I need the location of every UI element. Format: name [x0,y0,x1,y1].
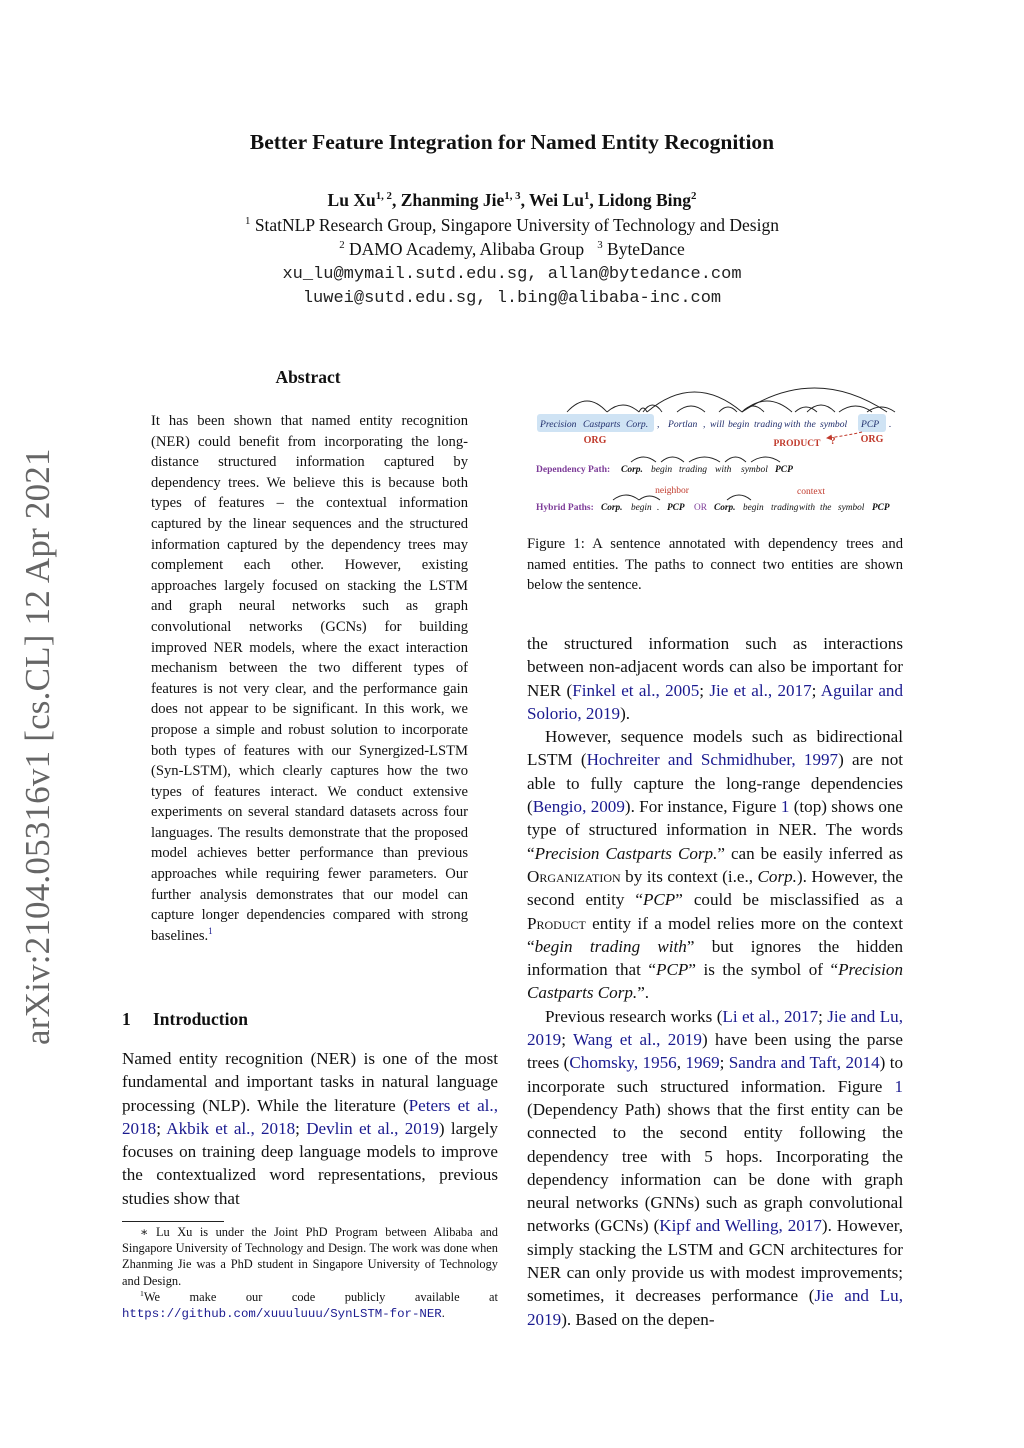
author-list: Lu Xu$^{1, 2}$, Zhanming Jie$^{1, 3}$, Wei Lu$^1$, Lidong Bing$^2$ [327,190,697,210]
citation-link[interactable]: Finkel et al., 2005 [572,680,700,700]
arxiv-identifier: arXiv:2104.05316v1 [cs.CL] 12 Apr 2021 [18,448,57,1045]
dependency-path-word: Corp. [621,465,643,475]
citation-link[interactable]: 1969 [685,1053,720,1073]
sentence-word: the [804,419,816,430]
sentence-word: Portlan [668,419,698,430]
paragraph: the structured information such as interactions between non-adjacent words can also be important for NER (Finkel et al., 2005; Jie et al., 2017; Aguilar and Solorio, 2019). [527,634,904,723]
dependency-path-arc [725,457,746,462]
email-line-2: luwei@sutd.edu.sg, l.bing@alibaba-inc.com [302,289,722,308]
author-name: Wei Lu [529,190,584,210]
sentence-word: . [889,419,892,430]
sentence-word: begin [728,419,750,430]
sentence-word: will [710,419,725,430]
hybrid-path-words [601,495,890,513]
dependency-path-arc [631,457,656,462]
citation-link[interactable]: Akbik et al., 2018 [166,1118,296,1138]
sentence-word: PCP [861,419,880,430]
right-column-text [527,632,903,1331]
dependency-arc [647,392,742,412]
hybrid-paths-label: Hybrid Paths: [536,503,594,513]
dependency-path-word: trading [679,465,707,475]
citation-link[interactable]: Hochreiter and Schmidhuber, 1997 [586,750,839,770]
author-name: Lu Xu [327,190,376,210]
sentence-word: Corp. [626,419,649,430]
hybrid-path-arc [613,495,639,500]
sentence-word: Precision [540,419,577,430]
sentence-word: Castparts [583,419,621,430]
paragraph: However, sequence models such as bidirectional LSTM (Hochreiter and Schmidhuber, 1997) are not able to fully capture the long-range dependencies (Bengio, 2009). For instance, Figure 1 (top) shows one type of structured information in NER. The words “Precision Castparts Corp.” can be easily inferred as Organization by its context (i.e., Corp.). However, the second entity “PCP” could be misclassified as a Product entity if a model relies more on the context “begin trading with” but ignores the hidden information that “PCP” is the symbol of “Precision Castparts Corp.”. [527,727,904,1003]
misclassification-arrow [827,432,862,438]
hybrid-path-word: Corp. [601,503,623,513]
dependency-path-arc [661,457,684,462]
entity-label-product: PRODUCT [773,439,821,449]
hybrid-path-word: PCP [667,503,685,513]
citation-link[interactable]: Jie and Lu, 2019 [527,1006,903,1050]
citation-link[interactable]: Wang et al., 2019 [573,1030,702,1050]
section-heading-introduction: 1 Introduction [122,1009,248,1029]
dependency-path-word: symbol [741,465,768,475]
dependency-path-arc [751,457,780,462]
hybrid-path-arc [639,496,660,500]
figure-ref-link[interactable]: 1 [894,1076,903,1096]
code-url-link[interactable]: https://github.com/xuuuluuu/SynLSTM-for-NER [122,1307,442,1322]
hybrid-path-word: . [657,503,660,513]
citation-link[interactable]: Devlin et al., 2019 [306,1118,439,1138]
figure-caption: Figure 1: A sentence annotated with dependency trees and named entities. The paths to connect two entities are shown below the sentence. [527,536,903,593]
hybrid-path-arc [727,495,751,500]
dependency-arc [677,406,705,412]
abstract-heading: Abstract [275,367,341,387]
footnote-1: $^1$We make our code publicly available at https://github.com/xuuuluuu/SynLSTM-for-NER. [122,1288,498,1322]
context-label: context [797,487,825,497]
hybrid-path-word: with [799,503,816,513]
dependency-arc [807,405,835,412]
dependency-arc [607,405,639,412]
entity-label-question: ? [830,436,836,447]
author-name: Lidong Bing [598,190,692,210]
dependency-path-word: begin [651,465,673,475]
hybrid-path-word: the [820,503,832,513]
figure-1 [527,372,903,517]
abstract-body: It has been shown that named entity recognition (NER) could benefit from incorporating the long-distance structured information captured by dependency trees. We believe this is because both types of features – the contextual information captured by the linear sequences and the structured information captured by the dependency trees may complement each other. However, existing approaches largely focused on stacking the LSTM and graph neural networks such as graph convolutional networks (GCNs) for building improved NER models, where the exact interaction mechanism between the two different types of features is not very clear, and the performance gain does not appear to be significant. In this work, we propose a simple and robust solution to incorporate both types of features with our Synergized-LSTM (Syn-LSTM), which clearly captures how the two types of features interact. We conduct extensive experiments on several standard datasets across four languages. The results demonstrate that the proposed model achieves better performance than previous approaches while requiring fewer parameters. Our further analysis demonstrates that our model can capture longer dependencies compared with strong baselines.$^1$ [151,413,468,944]
dependency-arc [567,401,607,412]
dependency-path-words [621,457,793,475]
dependency-arc [795,407,817,412]
hybrid-path-word: PCP [872,503,890,513]
dependency-path-word: with [715,465,732,475]
dependency-arc [643,405,662,412]
footnotes [122,1224,498,1322]
figure-ref-link[interactable]: 1 [780,797,790,817]
hybrid-path-word: symbol [838,503,865,513]
sentence-word: with [784,419,801,430]
hybrid-path-word: begin [631,503,652,513]
hybrid-path-word: trading [771,503,799,513]
sentence-word: , [703,419,706,430]
citation-link[interactable]: Peters et al., 2018 [122,1095,498,1138]
citation-link[interactable]: Li et al., 2017 [722,1006,819,1026]
hybrid-or: OR [694,503,707,513]
citation-link[interactable]: Chomsky, 1956 [569,1053,677,1073]
dependency-path-label: Dependency Path: [536,465,611,475]
citation-link[interactable]: Aguilar and Solorio, 2019 [527,680,904,723]
dependency-arcs [567,388,895,412]
dependency-arc [839,406,872,412]
sentence-word: symbol [820,419,848,430]
dependency-arc [742,401,792,412]
paragraph: Previous research works (Li et al., 2017; Jie and Lu, 2019; Wang et al., 2019) have been using the parse trees (Chomsky, 1956, 1969; Sandra and Taft, 2014) to incorporate such structured information. Figure 1 (Dependency Path) shows that the first entity can be connected to the second entity following the dependency tree with 5 hops. Incorporating the dependency information can be done with graph neural networks (GNNs) such as graph convolutional networks (GCNs) (Kipf and Welling, 2017). However, simply stacking the LSTM and GCN architectures for NER can only provide us with modest improvements; sometimes, it decreases performance (Jie and Lu, 2019). Based on the depen- [527,1006,904,1329]
citation-link[interactable]: Jie and Lu, 2019 [527,1286,903,1329]
sentence-word: , [657,419,660,430]
email-line-1: xu_lu@mymail.sutd.edu.sg, allan@bytedance.com [282,265,742,284]
footnote-star: ∗ Lu Xu is under the Joint PhD Program between Alibaba and Singapore University of Technology and Design. The work was done when Zhanming Jie was a PhD student in Singapore University of Technology and Design. [122,1225,498,1288]
citation-link[interactable]: Jie et al., 2017 [709,680,812,700]
hybrid-path-word: Corp. [714,503,736,513]
citation-link[interactable]: Kipf and Welling, 2017 [659,1216,822,1236]
hybrid-path-word: begin [743,503,764,513]
affiliation-1: $^1$ StatNLP Research Group, Singapore University of Technology and Design [245,215,779,235]
citation-link[interactable]: Sandra and Taft, 2014 [728,1053,880,1073]
dependency-arc [719,407,737,412]
dependency-path-word: PCP [775,465,793,475]
sentence-word: trading [754,419,783,430]
neighbor-label: neighbor [655,486,689,496]
intro-paragraph: Named entity recognition (NER) is one of the most fundamental and important tasks in natural language processing (NLP). While the literature (Peters et al., 2018; Akbik et al., 2018; Devlin et al., 2019) largely focuses on training deep language models to improve the contextualized word representations, previous studies show that [122,1049,498,1208]
footnote-ref[interactable]: 1 [208,925,213,936]
dependency-path-arc [689,457,720,462]
paper-title: Better Feature Integration for Named Entity Recognition [249,130,775,154]
entity-label-org-2: ORG [860,434,884,445]
entity-label-org: ORG [583,435,607,446]
citation-link[interactable]: Bengio, 2009 [532,797,625,817]
affiliation-2-3: $^2$ DAMO Academy, Alibaba Group $^3$ ByteDance [339,239,685,259]
example-sentence [539,419,891,430]
footnote-divider [122,1221,224,1222]
author-name: Zhanming Jie [400,190,505,210]
